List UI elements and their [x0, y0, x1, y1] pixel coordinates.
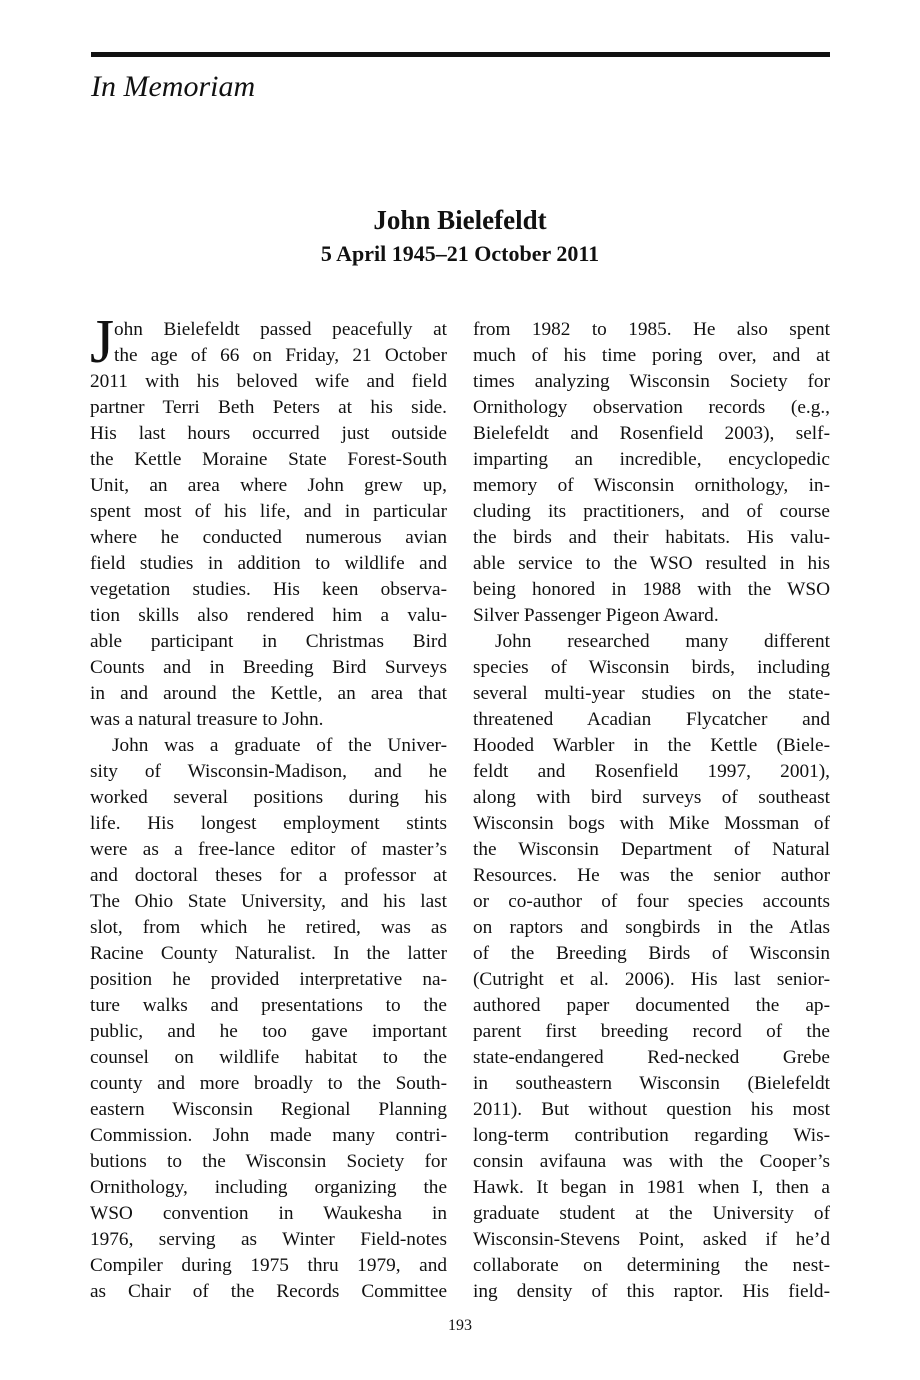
- text-line: much of his time poring over, and at: [473, 345, 830, 366]
- text-line: field studies in addition to wildlife and: [90, 553, 447, 574]
- text-line: Racine County Naturalist. In the latter: [90, 943, 447, 964]
- text-line: parent first breeding record of the: [473, 1021, 830, 1042]
- text-line: able service to the WSO resulted in his: [473, 553, 830, 574]
- obituary-name: John Bielefeldt: [373, 205, 547, 235]
- text-line: worked several positions during his: [90, 787, 447, 808]
- text-line: the Wisconsin Department of Natural: [473, 839, 830, 860]
- page-number: 193: [448, 1317, 472, 1334]
- text-column-right: [473, 317, 830, 1305]
- text-line: imparting an incredible, encyclopedic: [473, 449, 830, 470]
- text-line: Compiler during 1975 thru 1979, and: [90, 1255, 447, 1276]
- text-line: John researched many different: [495, 631, 830, 652]
- text-line: species of Wisconsin birds, including: [473, 657, 830, 678]
- text-line: ohn Bielefeldt passed peacefully at: [114, 319, 447, 340]
- text-line: sity of Wisconsin-Madison, and he: [90, 761, 447, 782]
- text-line: butions to the Wisconsin Society for: [90, 1151, 447, 1172]
- text-column-left: [90, 308, 447, 1305]
- text-line: (Cutright et al. 2006). His last senior-: [473, 969, 830, 990]
- text-line: long-term contribution regarding Wis-: [473, 1125, 830, 1146]
- text-line: in and around the Kettle, an area that: [90, 683, 447, 704]
- text-line: spent most of his life, and in particular: [90, 501, 447, 522]
- text-line: and doctoral theses for a professor at: [90, 865, 447, 886]
- text-line: Wisconsin-Stevens Point, asked if he’d: [473, 1229, 830, 1250]
- text-line: Commission. John made many contri-: [90, 1125, 447, 1146]
- text-line: 2011 with his beloved wife and field: [90, 371, 447, 392]
- text-line: John was a graduate of the Univer-: [112, 735, 447, 756]
- text-line: 2011). But without question his most: [473, 1099, 830, 1120]
- text-line: were as a free-lance editor of master’s: [90, 839, 447, 860]
- text-line: ing density of this raptor. His field-: [473, 1281, 830, 1302]
- text-line: or co-author of four species accounts: [473, 891, 830, 912]
- text-line: Silver Passenger Pigeon Award.: [473, 605, 719, 626]
- text-line: Ornithology observation records (e.g.,: [473, 397, 830, 418]
- text-line: on raptors and songbirds in the Atlas: [473, 917, 830, 938]
- text-line: Hooded Warbler in the Kettle (Biele-: [473, 735, 830, 756]
- text-line: Bielefeldt and Rosenfield 2003), self-: [473, 423, 830, 444]
- text-line: graduate student at the University of: [473, 1203, 830, 1224]
- text-line: threatened Acadian Flycatcher and: [473, 709, 830, 730]
- text-line: as Chair of the Records Committee: [90, 1281, 447, 1302]
- text-line: consin avifauna was with the Cooper’s: [473, 1151, 830, 1172]
- text-line: public, and he too gave important: [90, 1021, 447, 1042]
- text-line: tion skills also rendered him a valu-: [90, 605, 447, 626]
- text-line: eastern Wisconsin Regional Planning: [90, 1099, 447, 1120]
- text-line: memory of Wisconsin ornithology, in-: [473, 475, 830, 496]
- text-line: collaborate on determining the nest-: [473, 1255, 830, 1276]
- text-line: Resources. He was the senior author: [473, 865, 830, 886]
- text-line: state-endangered Red-necked Grebe: [473, 1047, 830, 1068]
- text-line: ture walks and presentations to the: [90, 995, 447, 1016]
- text-line: times analyzing Wisconsin Society for: [473, 371, 830, 392]
- text-line: position he provided interpretative na-: [90, 969, 447, 990]
- text-line: Wisconsin bogs with Mike Mossman of: [473, 813, 830, 834]
- text-line: the birds and their habitats. His valu-: [473, 527, 830, 548]
- text-line: of the Breeding Birds of Wisconsin: [473, 943, 830, 964]
- text-line: along with bird surveys of southeast: [473, 787, 830, 808]
- text-line: vegetation studies. His keen observa-: [90, 579, 447, 600]
- text-line: The Ohio State University, and his last: [90, 891, 447, 912]
- header-rule: [91, 52, 830, 57]
- text-line: slot, from which he retired, was as: [90, 917, 447, 938]
- text-line: cluding its practitioners, and of course: [473, 501, 830, 522]
- text-line: partner Terri Beth Peters at his side.: [90, 397, 447, 418]
- text-line: Hawk. It began in 1981 when I, then a: [473, 1177, 830, 1198]
- text-line: several multi-year studies on the state-: [473, 683, 830, 704]
- text-line: county and more broadly to the South-: [90, 1073, 447, 1094]
- text-line: where he conducted numerous avian: [90, 527, 447, 548]
- text-line: the age of 66 on Friday, 21 October: [114, 345, 447, 366]
- text-line: Ornithology, including organizing the: [90, 1177, 447, 1198]
- text-line: 1976, serving as Winter Field-notes: [90, 1229, 447, 1250]
- text-line: counsel on wildlife habitat to the: [90, 1047, 447, 1068]
- text-line: His last hours occurred just outside: [90, 423, 447, 444]
- text-line: the Kettle Moraine State Forest-South: [90, 449, 447, 470]
- text-line: being honored in 1988 with the WSO: [473, 579, 830, 600]
- obituary-dates: 5 April 1945–21 October 2011: [320, 241, 600, 266]
- text-line: able participant in Christmas Bird: [90, 631, 447, 652]
- text-line: was a natural treasure to John.: [90, 709, 324, 730]
- text-line: authored paper documented the ap-: [473, 995, 830, 1016]
- text-line: Counts and in Breeding Bird Surveys: [90, 657, 447, 678]
- drop-cap: J: [90, 308, 115, 376]
- text-line: Unit, an area where John grew up,: [90, 475, 447, 496]
- text-line: WSO convention in Waukesha in: [90, 1203, 447, 1224]
- text-line: in southeastern Wisconsin (Bielefeldt: [473, 1073, 830, 1094]
- text-line: life. His longest employment stints: [90, 813, 447, 834]
- section-title: In Memoriam: [91, 70, 256, 103]
- text-line: from 1982 to 1985. He also spent: [473, 319, 830, 340]
- text-line: feldt and Rosenfield 1997, 2001),: [473, 761, 830, 782]
